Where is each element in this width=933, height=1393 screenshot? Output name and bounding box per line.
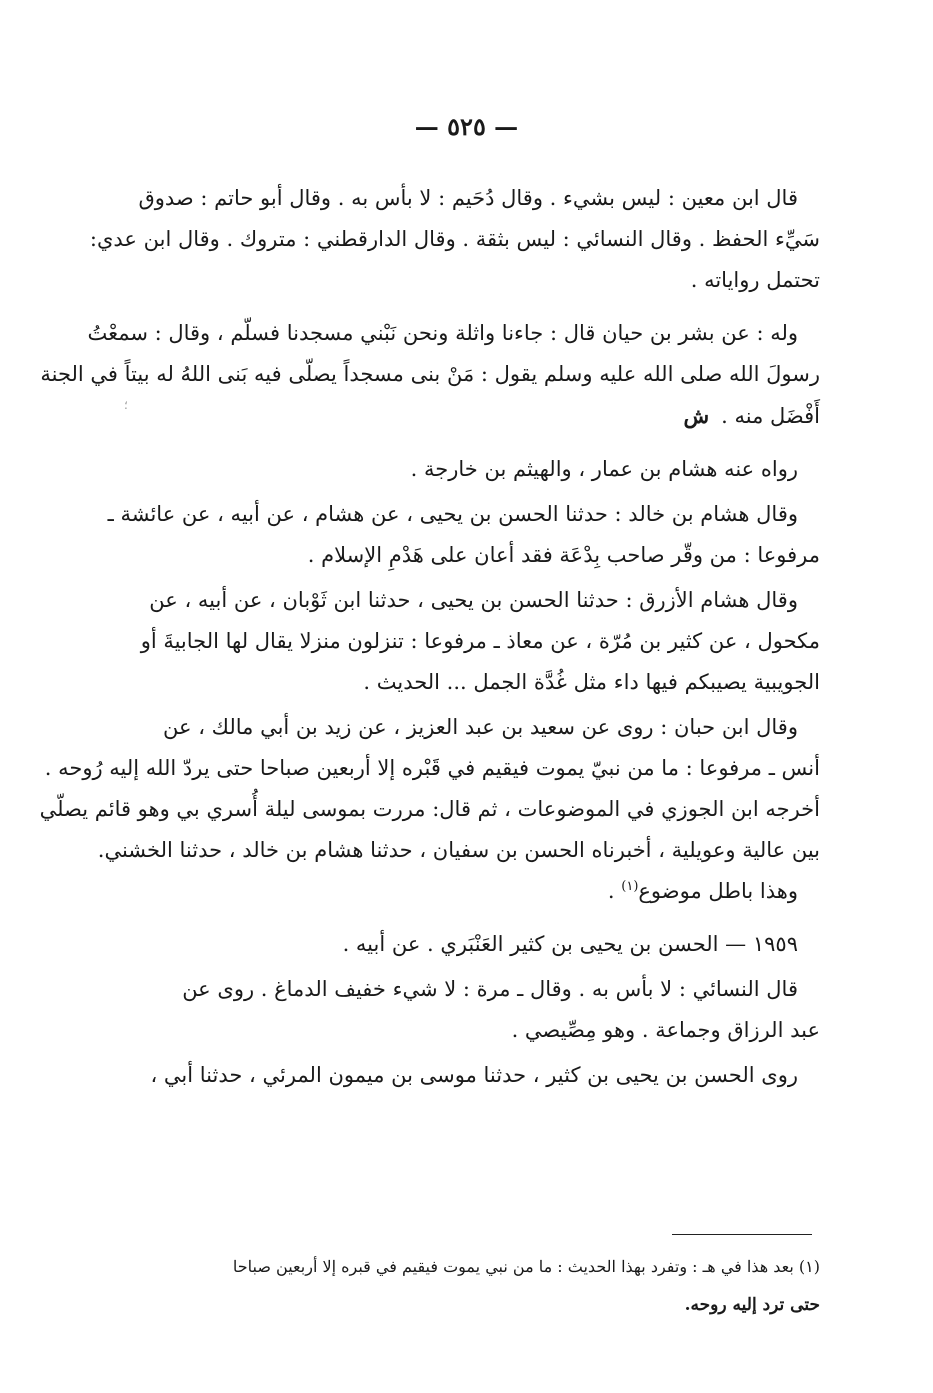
text-line: وقال هشام بن خالد : حدثنا الحسن بن يحيى ، عن هشام ، عن أبيه ، عن عائشة ـ (107, 502, 798, 526)
text-line: الجويبية يصيبكم فيها داء مثل غُدَّة الجمل ... الحديث . (363, 670, 820, 694)
paragraph (89, 178, 820, 301)
text-segment: . (607, 879, 622, 903)
text-segment: أَفْضَل منه . (721, 404, 820, 428)
paragraph (40, 313, 820, 437)
text-line: رسولَ الله صلى الله عليه وسلم يقول : مَنْ بنى مسجداً يصلّى فيه بَنى اللهُ له بيتاً في الجنة (40, 362, 820, 386)
paragraph (138, 449, 820, 490)
text-line: قال النسائي : لا بأس به . وقال ـ مرة : لا شيء خفيف الدماغ . روى عن (182, 977, 798, 1001)
margin-mark: ؛ (124, 398, 128, 412)
footnote-divider (672, 1234, 812, 1235)
text-line: روى الحسن بن يحيى بن كثير ، حدثنا موسى بن ميمون المرئي ، حدثنا أبي ، (150, 1063, 798, 1087)
text-line: بين عالية وعويلية ، أخبرناه الحسن بن سفيان ، حدثنا هشام بن خالد ، حدثنا الخشني. (97, 838, 820, 862)
text-line: رواه عنه هشام بن عمار ، والهيثم بن خارجة . (410, 457, 798, 481)
entry-heading (138, 924, 820, 965)
text-line (138, 395, 820, 437)
text-line: وله : عن بشر بن حيان قال : جاءنا واثلة ونحن نَبْني مسجدنا فسلّم ، وقال : سمعْتُ (87, 321, 798, 345)
paragraph (107, 494, 820, 576)
text-line: تحتمل رواياته . (690, 268, 820, 292)
text-line: ١٩٥٩ — الحسن بن يحيى بن كثير العَنْبَري . عن أبيه . (342, 932, 798, 956)
text-line: مكحول ، عن كثير بن مُرّة ، عن معاذ ـ مرفوعا : تنزلون منزلا يقال لها الجابيةَ أو (140, 629, 820, 653)
text-line: أخرجه ابن الجوزي في الموضوعات ، ثم قال: مررت بموسى ليلة أُسري بي وهو قائم يصلّي (39, 797, 820, 821)
page-number: — ٥٢٥ — (414, 112, 519, 141)
paragraph (138, 580, 820, 703)
text-line: وقال هشام الأزرق : حدثنا الحسن بن يحيى ، حدثنا ابن ثَوْبان ، عن أبيه ، عن (149, 588, 798, 612)
main-text (39, 178, 820, 1096)
hadith-symbol: ش (683, 403, 710, 428)
text-line: أنس ـ مرفوعا : ما من نبيّ يموت فيقيم في قَبْره إلا أربعين صباحا حتى يردّ الله إليه رُوحه . (44, 756, 820, 780)
text-line: قال ابن معين : ليس بشيء . وقال دُحَيم : لا بأس به . وقال أبو حاتم : صدوق (138, 186, 798, 210)
footnote-reference[interactable]: (١) (621, 879, 639, 894)
text-line (138, 871, 820, 912)
text-line: مرفوعا : من وقّر صاحب بِدْعَة فقد أعان على هَدْمِ الإسلام . (307, 543, 820, 567)
text-line: سَيِّء الحفظ . وقال النسائي : ليس بثقة . وقال الدارقطني : متروك . وقال ابن عدي: (89, 227, 820, 251)
footnote-line: حتى ترد إليه روحه. (684, 1295, 820, 1315)
text-line: وقال ابن حبان : روى عن سعيد بن عبد العزيز ، عن زيد بن أبي مالك ، عن (163, 715, 798, 739)
paragraph (138, 969, 820, 1051)
footnotes (138, 1248, 820, 1324)
footnote-line: (١) بعد هذا في هـ : وتفرد بهذا الحديث : ما من نبي يموت فيقيم في قبره إلا أربعين صباحا (232, 1257, 820, 1276)
text-segment: وهذا باطل موضوع (638, 879, 798, 903)
paragraph (138, 1055, 820, 1096)
text-line: عبد الرزاق وجماعة . وهو مِصِّيصي . (511, 1018, 820, 1042)
paragraph (39, 707, 820, 912)
